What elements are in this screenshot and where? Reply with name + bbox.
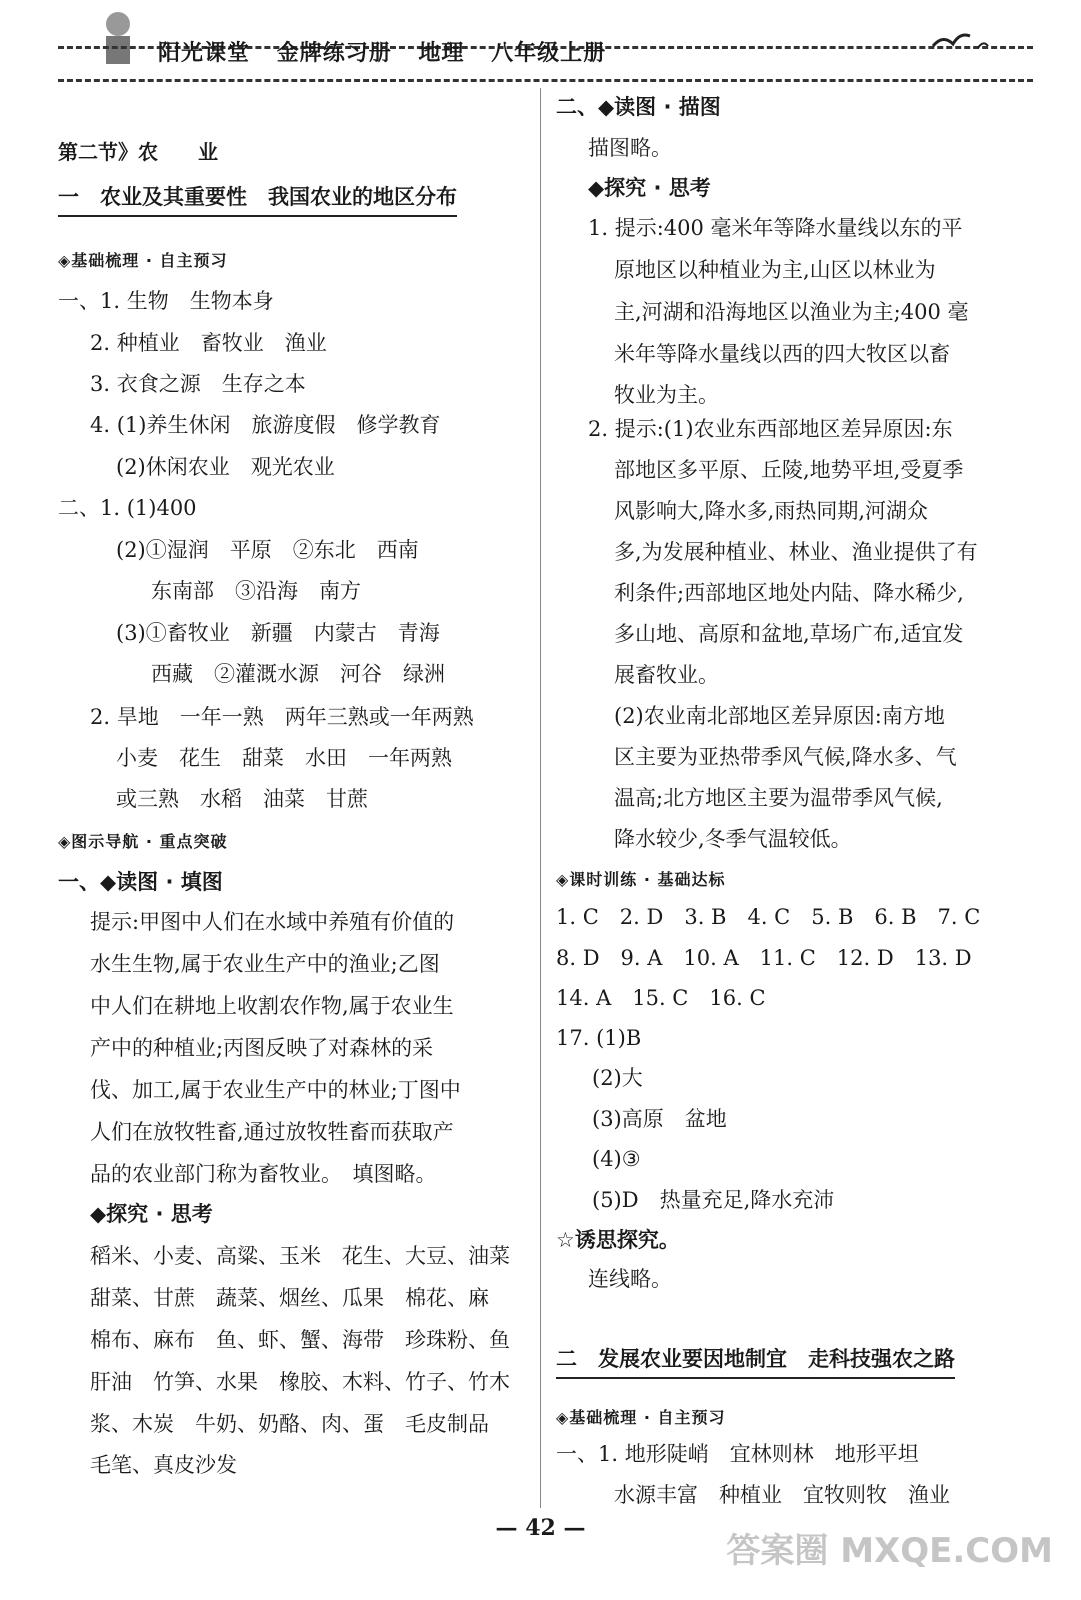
left-text-line: (2)休闲农业 观光农业	[116, 455, 335, 479]
right-text-line: (3)高原 盆地	[592, 1107, 727, 1131]
right-text-line: 1. C 2. D 3. B 4. C 5. B 6. B 7. C	[556, 905, 981, 929]
right-text-line: (2)大	[592, 1066, 643, 1090]
right-text-line: 展畜牧业。	[614, 663, 719, 687]
right-text-line: 水源丰富 种植业 宜牧则牧 渔业	[614, 1483, 950, 1507]
right-text-line: ☆诱思探究。	[556, 1228, 680, 1252]
right-text-line: 1. 提示:400 毫米年等降水量线以东的平	[588, 216, 963, 240]
watermark: 答案圈 MXQE.COM	[726, 1531, 1053, 1571]
right-text-line: (5)D 热量充足,降水充沛	[592, 1188, 835, 1212]
left-text-line: ◈基础梳理 · 自主预习	[58, 251, 228, 270]
left-text-line: 西藏 ②灌溉水源 河谷 绿洲	[151, 662, 445, 686]
left-text-line: 品的农业部门称为畜牧业。 填图略。	[90, 1162, 437, 1186]
left-text-line: 浆、木炭 牛奶、奶酪、肉、蛋 毛皮制品	[90, 1412, 489, 1436]
right-text-line: 二、◆读图 · 描图	[556, 95, 721, 119]
left-text-line: 中人们在耕地上收割农作物,属于农业生	[90, 994, 454, 1018]
page-number: — 42 —	[495, 1515, 586, 1541]
left-text-line: 产中的种植业;丙图反映了对森林的采	[90, 1036, 434, 1060]
left-text-line: 肝油 竹笋、水果 橡胶、木料、竹子、竹木	[90, 1370, 510, 1394]
left-text-line: 东南部 ③沿海 南方	[151, 579, 361, 603]
left-text-line: 二、1. (1)400	[58, 496, 197, 520]
right-text-line: 二 发展农业要因地制宜 走科技强农之路	[556, 1345, 955, 1379]
left-text-line: 一 农业及其重要性 我国农业的地区分布	[58, 183, 457, 217]
left-text-line: 2. 旱地 一年一熟 两年三熟或一年两熟	[90, 705, 474, 729]
right-text-line: (2)农业南北部地区差异原因:南方地	[614, 704, 945, 728]
left-text-line: ◆探究 · 思考	[90, 1202, 213, 1226]
right-text-line: 多山地、高原和盆地,草场广布,适宜发	[614, 622, 964, 646]
left-text-line: 提示:甲图中人们在水域中养殖有价值的	[90, 910, 455, 934]
right-text-line: ◈课时训练 · 基础达标	[556, 870, 726, 889]
left-text-line: 3. 衣食之源 生存之本	[90, 372, 306, 396]
right-text-line: (4)③	[592, 1147, 641, 1171]
series-name: 阳光课堂	[158, 41, 251, 66]
right-text-line: 连线略。	[588, 1267, 672, 1291]
left-text-line: (3)①畜牧业 新疆 内蒙古 青海	[116, 621, 440, 645]
right-text-line: 多,为发展种植业、林业、渔业提供了有	[614, 540, 978, 564]
left-text-line: 第二节》农 业	[58, 140, 218, 164]
left-text-line: 人们在放牧牲畜,通过放牧牲畜而获取产	[90, 1120, 454, 1144]
left-text-line: 4. (1)养生休闲 旅游度假 修学教育	[90, 413, 441, 437]
right-text-line: 牧业为主。	[614, 383, 719, 407]
right-text-line: 温高;北方地区主要为温带季风气候,	[614, 786, 943, 810]
right-text-line: 米年等降水量线以西的四大牧区以畜	[614, 342, 950, 366]
right-text-line: 风影响大,降水多,雨热同期,河湖众	[614, 499, 929, 523]
left-text-line: 或三熟 水稻 油菜 甘蔗	[116, 787, 368, 811]
left-text-line: (2)①湿润 平原 ②东北 西南	[116, 538, 419, 562]
header-title	[158, 36, 624, 67]
right-text-line: 降水较少,冬季气温较低。	[614, 827, 852, 851]
right-text-line: 2. 提示:(1)农业东西部地区差异原因:东	[588, 417, 953, 441]
left-text-line: 水生生物,属于农业生产中的渔业;乙图	[90, 952, 440, 976]
grade-name: 八年级上册	[491, 41, 607, 66]
left-text-line: 棉布、麻布 鱼、虾、蟹、海带 珍珠粉、鱼	[90, 1328, 510, 1352]
birds-icon	[928, 26, 998, 56]
right-text-line: 利条件;西部地区地处内陆、降水稀少,	[614, 581, 964, 605]
left-text-line: 稻米、小麦、高粱、玉米 花生、大豆、油菜	[90, 1244, 510, 1268]
subject-name: 地理	[418, 41, 465, 66]
left-text-line: 伐、加工,属于农业生产中的林业;丁图中	[90, 1078, 461, 1102]
right-text-line: ◈基础梳理 · 自主预习	[556, 1408, 726, 1427]
right-text-line: 区主要为亚热带季风气候,降水多、气	[614, 745, 957, 769]
right-text-line: 8. D 9. A 10. A 11. C 12. D 13. D	[556, 946, 972, 970]
left-text-line: 毛笔、真皮沙发	[90, 1453, 237, 1477]
right-text-line: 部地区多平原、丘陵,地势平坦,受夏季	[614, 458, 964, 482]
right-text-line: 描图略。	[588, 136, 672, 160]
column-divider	[540, 88, 541, 1508]
right-text-line: 17. (1)B	[556, 1026, 642, 1050]
right-text-line: 原地区以种植业为主,山区以林业为	[614, 258, 936, 282]
left-text-line: 小麦 花生 甜菜 水田 一年两熟	[116, 746, 452, 770]
right-text-line: 14. A 15. C 16. C	[556, 986, 766, 1010]
right-text-line: 主,河湖和沿海地区以渔业为主;400 毫	[614, 300, 969, 324]
left-text-line: 一、◆读图 · 填图	[58, 870, 223, 894]
left-text-line: 甜菜、甘蔗 蔬菜、烟丝、瓜果 棉花、麻	[90, 1286, 489, 1310]
page-header	[48, 8, 1038, 80]
book-name: 金牌练习册	[276, 41, 392, 66]
left-text-line: 一、1. 生物 生物本身	[58, 289, 274, 313]
left-text-line: ◈图示导航 · 重点突破	[58, 832, 228, 851]
right-text-line: 一、1. 地形陡峭 宜林则林 地形平坦	[556, 1442, 919, 1466]
left-text-line: 2. 种植业 畜牧业 渔业	[90, 331, 327, 355]
right-text-line: ◆探究 · 思考	[588, 176, 711, 200]
